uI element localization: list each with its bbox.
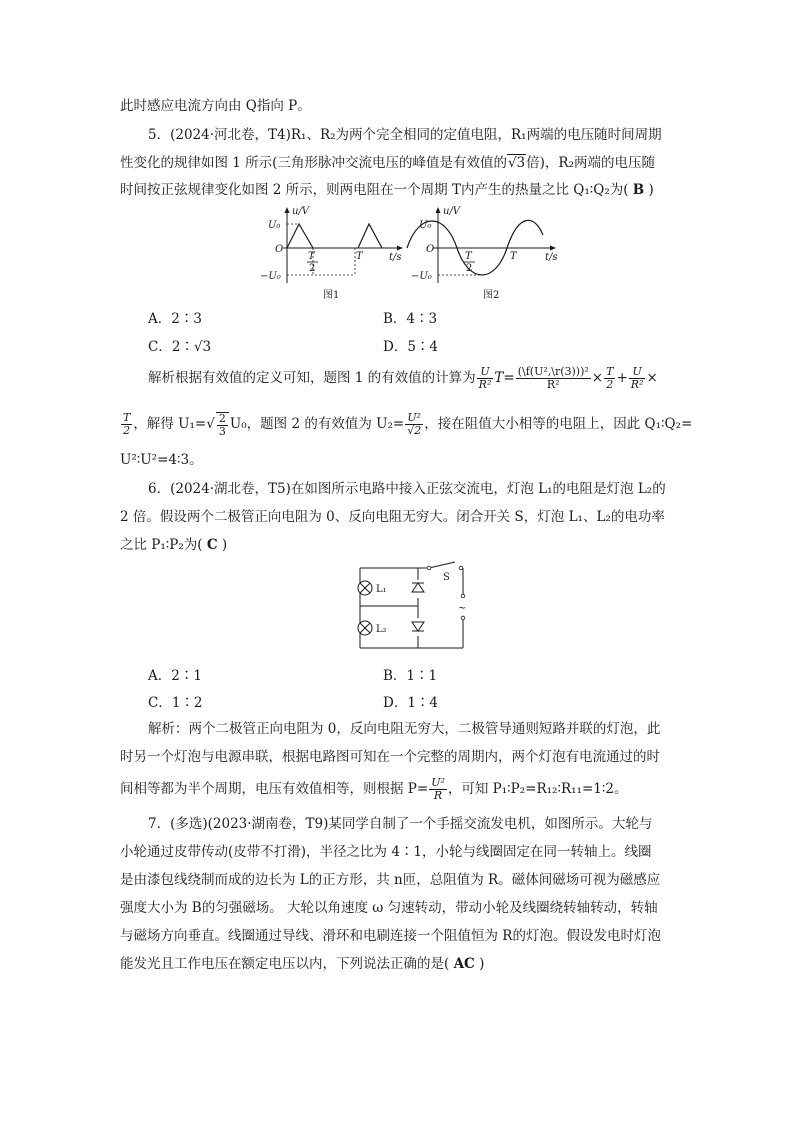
q6-stem-line3-a: 之比 P₁∶P₂为( bbox=[120, 537, 203, 553]
fig1-Thalf-num: T bbox=[308, 251, 315, 262]
switch-S-label: S bbox=[443, 572, 450, 583]
q5-option-a: A．2∶3 bbox=[148, 311, 202, 327]
fig1-axis-u-label: u/V bbox=[292, 206, 310, 217]
fig2-axis-t-label: t/s bbox=[545, 252, 558, 263]
times-sign: × bbox=[646, 370, 658, 386]
q7-stem-line4: 强度大小为 B的匀强磁场。 大轮以角速度 ω 匀速转动，带动小轮及线圈绕转轴转动，转轴 bbox=[120, 900, 658, 916]
q5-solution-line3: U²∶U²=4∶3。 bbox=[120, 452, 203, 468]
fig2-Thalf-num: T bbox=[465, 251, 472, 262]
q5-stem-line2 bbox=[120, 153, 655, 173]
fraction: $\frac{\text{(\textbackslash{}f(U²,\textbackslash{}r(3)))²}}{\text{R²}}$ bbox=[517, 365, 589, 391]
fig1-origin-label: O bbox=[275, 244, 284, 255]
fraction: $\frac{T}{2}$ bbox=[123, 411, 131, 437]
q6-option-a: A．2∶1 bbox=[148, 668, 202, 684]
q5-answer: B bbox=[632, 182, 645, 198]
figure-1-triangle-wave bbox=[255, 205, 405, 305]
q5-option-b: B．4∶3 bbox=[383, 311, 438, 327]
times-sign: × bbox=[591, 370, 604, 386]
q5-stem-line1: 5．(2024·河北卷，T4)R₁、R₂为两个完全相同的定值电阻，R₁两端的电压随时间周期 bbox=[148, 127, 662, 143]
q5-solution-text: ，接在阻值大小相等的电阻上，因此 Q₁∶Q₂= bbox=[424, 416, 693, 432]
fraction: $\frac{T}{2}$ bbox=[606, 365, 614, 391]
lamp-L1-icon bbox=[358, 581, 372, 595]
fig2-origin-label: O bbox=[426, 244, 435, 255]
q7-answer: AC bbox=[453, 956, 475, 972]
q6-stem-line2: 2 倍。假设两个二极管正向电阻为 0、反向电阻无穷大。闭合开关 S，灯泡 L₁、L₂的电功率 bbox=[120, 509, 665, 525]
diode-upper-icon bbox=[412, 580, 424, 598]
q6-option-c: C．1∶2 bbox=[148, 695, 203, 711]
q6-solution-line2: 时另一个灯泡与电源串联，根据电路图可知在一个完整的周期内，两个灯泡有电流通过的时 bbox=[120, 749, 660, 765]
q7-stem-line6 bbox=[120, 954, 484, 974]
q6-answer: C bbox=[206, 537, 218, 553]
text-line: 此时感应电流方向由 Q指向 P。 bbox=[120, 98, 311, 114]
fig2-negU0-label: −U₀ bbox=[411, 271, 432, 282]
q5-solution-T: T= bbox=[494, 370, 515, 386]
q5-option-d: D．5∶4 bbox=[383, 339, 439, 355]
q6-solution-text: ，可知 P₁∶P₂=R₁₂∶R₁₁=1∶2。 bbox=[447, 781, 628, 797]
q6-option-d: D．1∶4 bbox=[383, 695, 439, 711]
q5-stem-line2-a: 性变化的规律如图 1 所示(三角形脉冲交流电压的峰值是有效值的 bbox=[120, 155, 507, 171]
q7-stem-line5: 与磁场方向垂直。线圈通过导线、滑环和电刷连接一个阻值恒为 R的灯泡。假设发电时灯泡 bbox=[120, 928, 661, 944]
q6-solution-line1: 解析：两个二极管正向电阻为 0，反向电阻无穷大，二极管导通则短路并联的灯泡，此 bbox=[148, 721, 661, 737]
fig1-caption: 图1 bbox=[323, 290, 340, 301]
q7-stem-line3: 是由漆包线绕制而成的边长为 L的正方形，共 n匝，总阻值为 R。磁体间磁场可视为磁感应 bbox=[120, 872, 661, 888]
lamp-L1-label: L₁ bbox=[376, 584, 387, 595]
fig1-Thalf-den: 2 bbox=[309, 263, 316, 274]
q5-option-c: C．2∶√3 bbox=[148, 339, 212, 355]
q6-solution-text: 间相等都为半个周期，电压有效值相等，则根据 P= bbox=[120, 781, 429, 797]
q7-stem-line6-a: 能发光且工作电压在额定电压以内，下列说法正确的是( bbox=[120, 956, 450, 972]
q6-option-b: B．1∶1 bbox=[383, 668, 438, 684]
q6-stem-line1: 6．(2024·湖北卷，T5)在如图所示电路中接入正弦交流电，灯泡 L₁的电阻是灯泡 L₂的 bbox=[148, 481, 666, 497]
q6-solution-line3 bbox=[120, 775, 627, 803]
fig1-U0-label: U₀ bbox=[268, 220, 281, 231]
q5-solution-text: U₀，题图 2 的有效值为 U₂= bbox=[229, 416, 405, 432]
q5-solution-text: 解析根据有效值的定义可知，题图 1 的有效值的计算为 bbox=[148, 370, 476, 386]
circuit-diagram bbox=[345, 558, 475, 658]
q6-stem-line3-b: ) bbox=[221, 537, 228, 553]
fig2-caption: 图2 bbox=[483, 290, 500, 301]
ac-source-icon: ~ bbox=[458, 603, 467, 614]
fraction: $\frac{U}{\text{R²}}$ bbox=[630, 365, 644, 391]
diode-lower-icon bbox=[412, 618, 424, 636]
fig2-Thalf-den: 2 bbox=[466, 263, 473, 274]
plus-sign: + bbox=[616, 370, 628, 386]
q5-stem-line3-a: 时间按正弦规律变化如图 2 所示，则两电阻在一个周期 T内产生的热量之比 Q₁∶Q₂为( bbox=[120, 182, 629, 198]
sqrt-fraction: $\frac{2}{3}$ bbox=[216, 412, 229, 438]
fig1-T-label: T bbox=[356, 251, 363, 262]
lamp-L2-icon bbox=[358, 621, 372, 635]
sqrt3: √3 bbox=[507, 155, 526, 171]
q5-solution-line1 bbox=[148, 364, 658, 392]
fig2-axis-u-label: u/V bbox=[443, 206, 461, 217]
q5-solution-text: ，解得 U₁= bbox=[133, 416, 207, 432]
figure-2-sine-wave bbox=[395, 205, 560, 305]
q5-stem-line2-b: 倍)，R₂两端的电压随 bbox=[526, 155, 655, 171]
q7-stem-line6-b: ) bbox=[479, 956, 485, 972]
q5-stem-line3 bbox=[120, 180, 654, 200]
q7-stem-line1: 7．(多选)(2023·湖南卷，T9)某同学自制了一个手摇交流发电机，如图所示。大轮与 bbox=[148, 816, 653, 832]
fig1-negU0-label: −U₀ bbox=[260, 271, 281, 282]
q7-stem-line2: 小轮通过皮带传动(皮带不打滑)，半径之比为 4∶1，小轮与线圈固定在同一转轴上。线圈 bbox=[120, 844, 652, 860]
fig2-T-label: T bbox=[510, 251, 517, 262]
fraction: $\frac{\text{U²}}{R}$ bbox=[431, 776, 445, 802]
fraction: $\frac{\text{U²}}{√2}$ bbox=[407, 411, 422, 437]
fig1-axis-t-label: t/s bbox=[389, 252, 402, 263]
q5-stem-line3-b: ) bbox=[648, 182, 654, 198]
fraction: $\frac{U}{\text{R²}}$ bbox=[478, 365, 492, 391]
fig2-U0-label: U₀ bbox=[419, 220, 432, 231]
q5-solution-line2 bbox=[120, 410, 692, 438]
sqrt-sign: √ bbox=[206, 416, 215, 432]
lamp-L2-label: L₂ bbox=[376, 624, 387, 635]
q6-stem-line3 bbox=[120, 535, 227, 555]
